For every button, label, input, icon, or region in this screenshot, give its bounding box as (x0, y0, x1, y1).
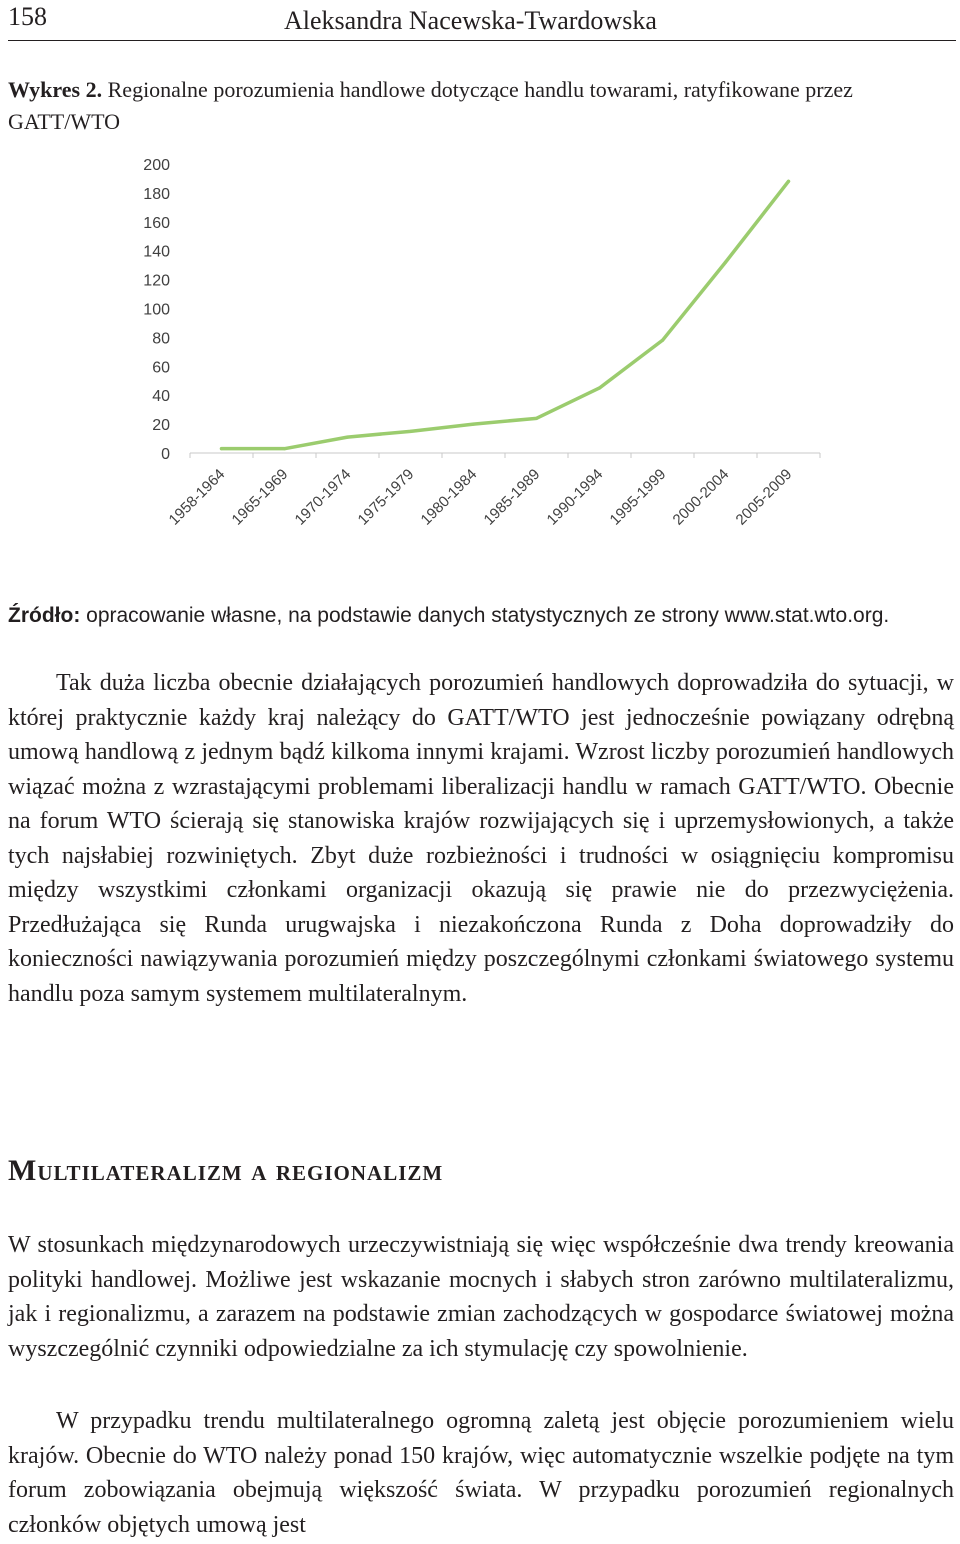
running-header (8, 0, 956, 41)
paragraph: W stosunkach międzynarodowych urzeczywistniają się więc współcześnie dwa trendy kreowania polityki handlowej. Możliwe jest wskazanie mocnych i słabych stron zarówno multilateralizmu, jak i regionalizmu, a zarazem na podstawie zmian zachodzących w gospodarce światowej można wyszczególnić czynniki odpowiedzialne za ich stymulację czy spowolnienie. (8, 1232, 954, 1362)
data-point (283, 447, 286, 450)
x-tick-label: 1980-1984 (417, 465, 481, 529)
source-label: Źródło: (8, 604, 81, 627)
page-number: 158 (8, 2, 47, 31)
data-point (220, 447, 223, 450)
data-point (346, 436, 349, 439)
paragraph: W przypadku trendu multilateralnego ogromną zaletą jest objęcie porozumieniem wielu krajów. Obecnie do WTO należy ponad 150 krajów, więc automatycznie wszelkie podjęte na tym forum zobowiązania obejmują większość świata. W przypadku porozumień regionalnych członków objętych umową jest (8, 1408, 954, 1538)
data-point (535, 417, 538, 420)
x-tick-label: 1995-1999 (606, 465, 670, 529)
running-head-author: Aleksandra Nacewska-Twardowska (284, 6, 657, 35)
y-tick-label: 180 (143, 185, 170, 203)
paragraph: Tak duża liczba obecnie działających porozumień handlowych doprowadziła do sytuacji, w której praktycznie każdy kraj należący do GATT/WTO jest jednocześnie powiązany odrębną umową handlową z jednym bądź kilkoma innymi krajami. Wzrost liczby porozumień handlowych wiązać można z wzrastającymi problemami liberalizacji handlu w ramach GATT/WTO. Obecnie na forum WTO ścierają się stanowiska krajów rozwijających się i uprzemysłowionych, a także tych najsłabiej rozwiniętych. Zbyt duże rozbieżności i trudności w osiągnięciu kompromisu między wszystkimi członkami organizacji okazują się prawie nie do przezwyciężenia. Przedłużająca się Runda urugwajska i niezakończona Runda z Doha doprowadziły do konieczności nawiązywania porozumień między poszczególnymi członkami światowego systemu handlu poza samym systemem multilateralnym. (8, 670, 954, 1007)
data-point (598, 386, 601, 389)
y-tick-label: 120 (143, 272, 170, 290)
y-tick-label: 100 (143, 301, 170, 319)
y-tick-label: 160 (143, 214, 170, 232)
x-tick-label: 1990-1994 (543, 465, 607, 529)
data-point (409, 430, 412, 433)
series-line (222, 181, 789, 448)
x-tick-label: 1985-1989 (480, 465, 544, 529)
y-tick-label: 200 (143, 157, 170, 174)
data-point (724, 261, 727, 264)
data-point (472, 423, 475, 426)
y-tick-label: 0 (161, 446, 170, 463)
x-tick-label: 2000-2004 (669, 465, 733, 529)
figure-label: Wykres 2. (8, 77, 103, 102)
data-point (787, 180, 790, 183)
figure-caption-text: Regionalne porozumienia handlowe dotyczące handlu towarami, ratyfikowane przez GATT/WTO (8, 77, 853, 134)
y-tick-label: 80 (152, 330, 170, 348)
y-tick-label: 20 (152, 417, 170, 435)
section-heading: Multilateralizm a regionalizm (8, 1154, 444, 1187)
data-point (661, 339, 664, 342)
figure-source (8, 604, 954, 628)
y-tick-label: 140 (143, 243, 170, 261)
x-tick-label: 2005-2009 (732, 465, 796, 529)
x-tick-label: 1965-1969 (228, 465, 292, 529)
y-tick-label: 40 (152, 388, 170, 406)
x-tick-label: 1958-1964 (165, 465, 229, 529)
y-tick-label: 60 (152, 359, 170, 377)
x-tick-label: 1970-1974 (291, 465, 355, 529)
x-tick-label: 1975-1979 (354, 465, 418, 529)
source-text: opracowanie własne, na podstawie danych statystycznych ze strony www.stat.wto.org. (86, 604, 890, 627)
figure-caption (8, 74, 954, 138)
line-chart (0, 140, 960, 570)
